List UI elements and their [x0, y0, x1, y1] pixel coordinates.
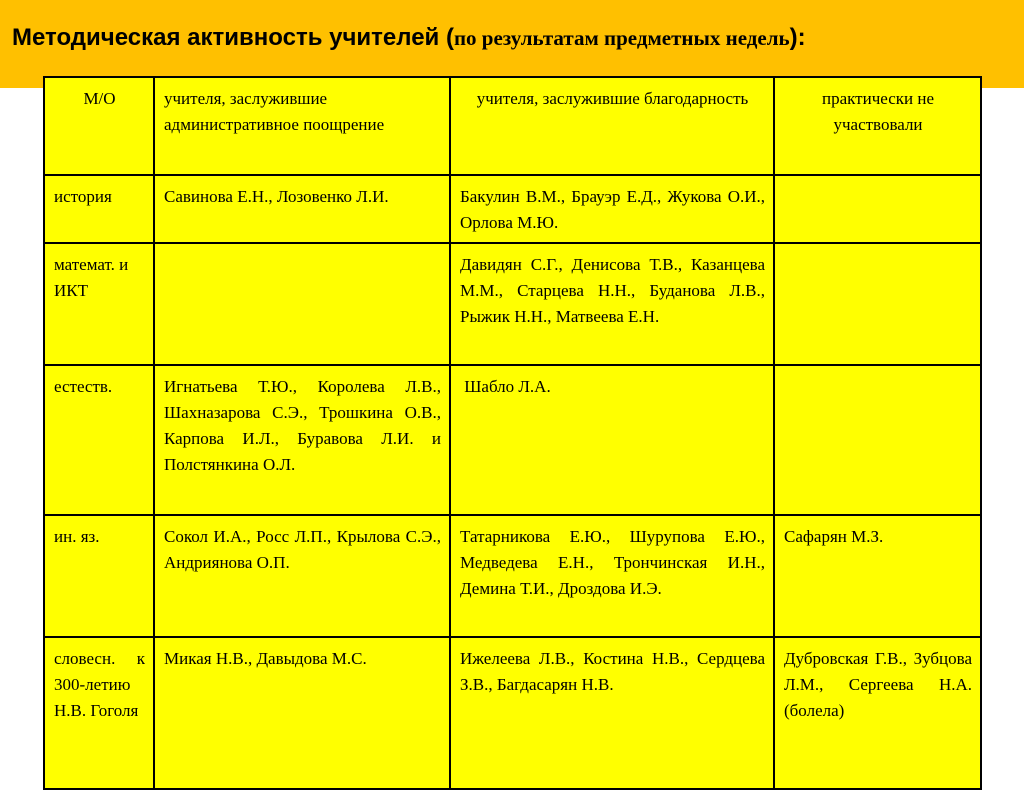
cell-gratitude: Давидян С.Г., Денисова Т.В., Казанцева М.М., Старцева Н.Н., Буданова Л.В., Рыжик Н.Н., Матвеева Е.Н.: [450, 243, 774, 365]
slide-title-subtitle: по результатам предметных недель: [453, 26, 790, 50]
cell-mo: словесн. к 300-летию Н.В. Гоголя: [44, 637, 154, 789]
activity-table-container: [43, 76, 980, 790]
cell-not-participated: [774, 175, 981, 243]
table-row: [44, 243, 981, 365]
table-row: [44, 515, 981, 637]
slide-title-main: Методическая активность учителей (: [12, 24, 454, 51]
table-row: [44, 365, 981, 515]
cell-gratitude: Шабло Л.А.: [450, 365, 774, 515]
cell-mo: ин. яз.: [44, 515, 154, 637]
table-header-row: [44, 77, 981, 175]
cell-mo: математ. и ИКТ: [44, 243, 154, 365]
cell-admin-award: [154, 243, 450, 365]
cell-mo: история: [44, 175, 154, 243]
header-admin-award: учителя, заслужившие административное поощрение: [154, 77, 450, 175]
cell-admin-award: Игнатьева Т.Ю., Королева Л.В., Шахназарова С.Э., Трошкина О.В., Карпова И.Л., Буравова Л.И. и Полстянкина О.Л.: [154, 365, 450, 515]
slide-title-end: ):: [789, 24, 806, 51]
table-row: [44, 637, 981, 789]
table-row: [44, 175, 981, 243]
cell-gratitude: Татарникова Е.Ю., Шурупова Е.Ю., Медведева Е.Н., Трончинская И.Н., Демина Т.И., Дроздова И.Э.: [450, 515, 774, 637]
cell-admin-award: Савинова Е.Н., Лозовенко Л.И.: [154, 175, 450, 243]
cell-admin-award: Сокол И.А., Росс Л.П., Крылова С.Э., Андриянова О.П.: [154, 515, 450, 637]
teacher-activity-table: [43, 76, 982, 790]
cell-admin-award: Микая Н.В., Давыдова М.С.: [154, 637, 450, 789]
header-gratitude: учителя, заслужившие благодарность: [450, 77, 774, 175]
cell-gratitude: Бакулин В.М., Брауэр Е.Д., Жукова О.И., Орлова М.Ю.: [450, 175, 774, 243]
cell-not-participated: [774, 365, 981, 515]
cell-mo: естеств.: [44, 365, 154, 515]
cell-not-participated: [774, 243, 981, 365]
header-mo: М/О: [44, 77, 154, 175]
slide-title: [12, 24, 1017, 52]
cell-gratitude: Ижелеева Л.В., Костина Н.В., Сердцева З.В., Багдасарян Н.В.: [450, 637, 774, 789]
cell-not-participated: Дубровская Г.В., Зубцова Л.М., Сергеева Н.А. (болела): [774, 637, 981, 789]
cell-not-participated: Сафарян М.З.: [774, 515, 981, 637]
header-not-participated: практически не участвовали: [774, 77, 981, 175]
